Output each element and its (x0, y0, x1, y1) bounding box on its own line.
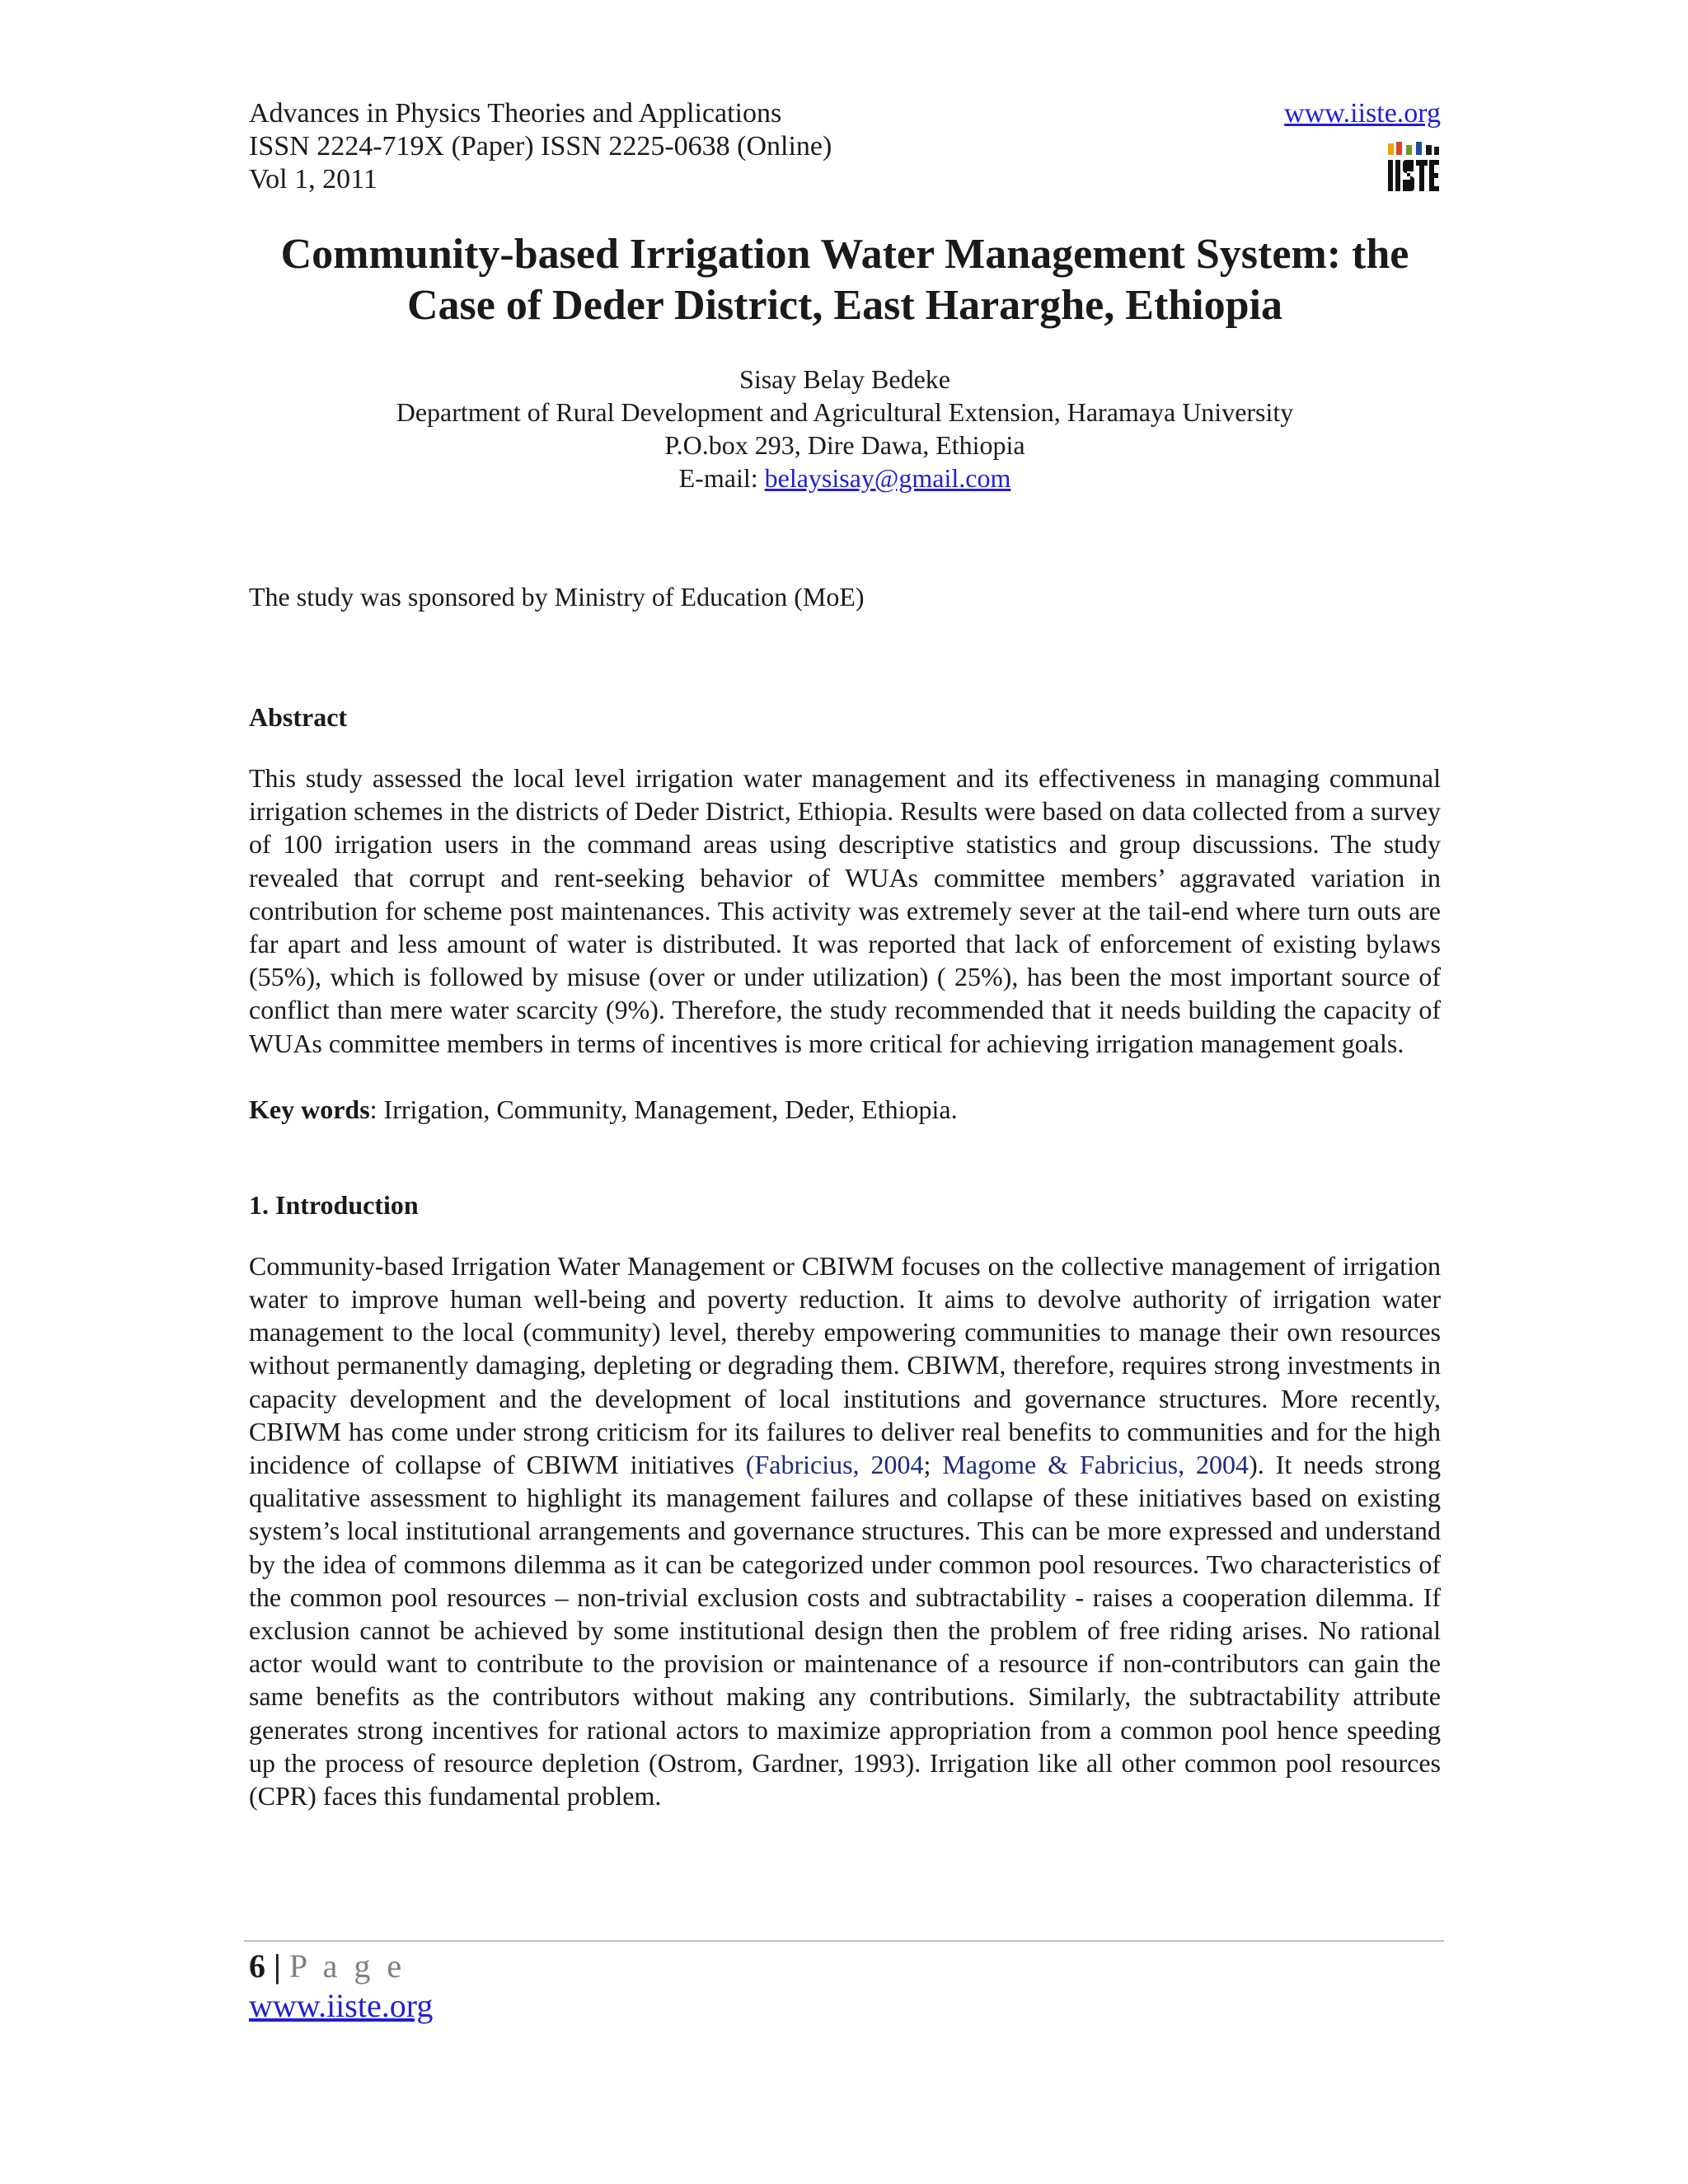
footer (249, 1947, 433, 2026)
title-line-2: Case of Deder District, East Hararghe, Ethiopia (406, 282, 1282, 329)
volume: Vol 1, 2011 (249, 164, 377, 194)
title-line-1: Community-based Irrigation Water Management System: the (280, 231, 1409, 278)
author-block (249, 363, 1441, 494)
keywords (249, 1093, 1441, 1126)
author-email-line (249, 462, 1441, 494)
intro-text-part-2: ). It needs strong qualitative assessment to highlight its management failures and collapse of these initiatives based on existing system’s local institutional arrangements and governance structures. This can be more expressed and understand by the idea of commons dilemma as it can be categorized under common pool resources. Two characteristics of the common pool resources – non-trivial exclusion costs and subtractability - raises a cooperation dilemma. If exclusion cannot be achieved by some institutional design then the problem of free riding arises. No rational actor would want to contribute to the provision or maintenance of a resource if non-contributors can gain the same benefits as the contributors without making any contributions. Similarly, the subtractability attribute generates strong incentives for rational actors to maximize appropriation from a common pool hence speeding up the process of resource depletion (Ostrom, Gardner, 1993). Irrigation like all other common pool resources (CPR) faces this fundamental problem. (249, 1450, 1442, 1811)
author-address: P.O.box 293, Dire Dawa, Ethiopia (664, 430, 1025, 460)
journal-name: Advances in Physics Theories and Applications (249, 98, 782, 129)
abstract-heading: Abstract (249, 702, 348, 732)
iiste-logo (1386, 140, 1441, 194)
page-indicator (249, 1947, 433, 1986)
page-separator: | (265, 1947, 289, 1985)
keywords-text: : Irrigation, Community, Management, Deder, Ethiopia. (369, 1094, 958, 1124)
header-website-link[interactable]: www.iiste.org (1284, 98, 1441, 129)
sponsor-note: The study was sponsored by Ministry of Education (MoE) (249, 582, 865, 612)
introduction-heading: 1. Introduction (249, 1189, 419, 1220)
page-number: 6 (249, 1947, 265, 1985)
paper-title (249, 229, 1441, 331)
header-row (249, 97, 1441, 130)
email-link[interactable]: belaysisay@gmail.com (764, 463, 1011, 493)
intro-text-part-1: Community-based Irrigation Water Management or CBIWM focuses on the collective management of irrigation water to improve human well-being and poverty reduction. It aims to devolve authority of irrigation water management to the local (community) level, thereby empowering communities to manage their own resources without permanently damaging, depleting or degrading them. CBIWM, therefore, requires strong investments in capacity development and the development of local institutions and governance structures. More recently, CBIWM has come under strong criticism for its failures to deliver real benefits to communities and for the high incidence of collapse of CBIWM initiatives (249, 1250, 1441, 1480)
introduction-text (249, 1249, 1441, 1812)
email-label: E-mail: (678, 463, 765, 493)
page (249, 97, 1441, 1812)
page-label: P a g e (288, 1947, 406, 1985)
author-name: Sisay Belay Bedeke (739, 364, 950, 394)
author-affiliation: Department of Rural Development and Agricultural Extension, Haramaya University (396, 397, 1294, 427)
citation-magome-fabricius[interactable]: Magome & Fabricius, 2004 (942, 1450, 1250, 1480)
abstract-text: This study assessed the local level irrigation water management and its effectiveness in managing communal irrigation schemes in the districts of Deder District, Ethiopia. Results were based on data collected from a survey of 100 irrigation users in the command areas using descriptive statistics and group discussions. The study revealed that corrupt and rent-seeking behavior of WUAs committee members’ aggravated variation in contribution for scheme post maintenances. This activity was extremely sever at the tail-end where turn outs are far apart and less amount of water is distributed. It was reported that lack of enforcement of existing bylaws (55%), which is followed by misuse (over or under utilization) ( 25%), has been the most important source of conflict than mere water scarcity (9%). Therefore, the study recommended that it needs building the capacity of WUAs committee members in terms of incentives is more critical for achieving irrigation management goals. (249, 763, 1441, 1058)
footer-website-link[interactable]: www.iiste.org (249, 1987, 434, 2024)
issn: ISSN 2224-719X (Paper) ISSN 2225-0638 (Online) (249, 131, 832, 162)
keywords-label: Key words (249, 1094, 370, 1124)
citation-separator: ; (923, 1450, 943, 1480)
footer-divider (244, 1940, 1444, 1942)
citation-fabricius[interactable]: (Fabricius, 2004 (745, 1450, 924, 1480)
